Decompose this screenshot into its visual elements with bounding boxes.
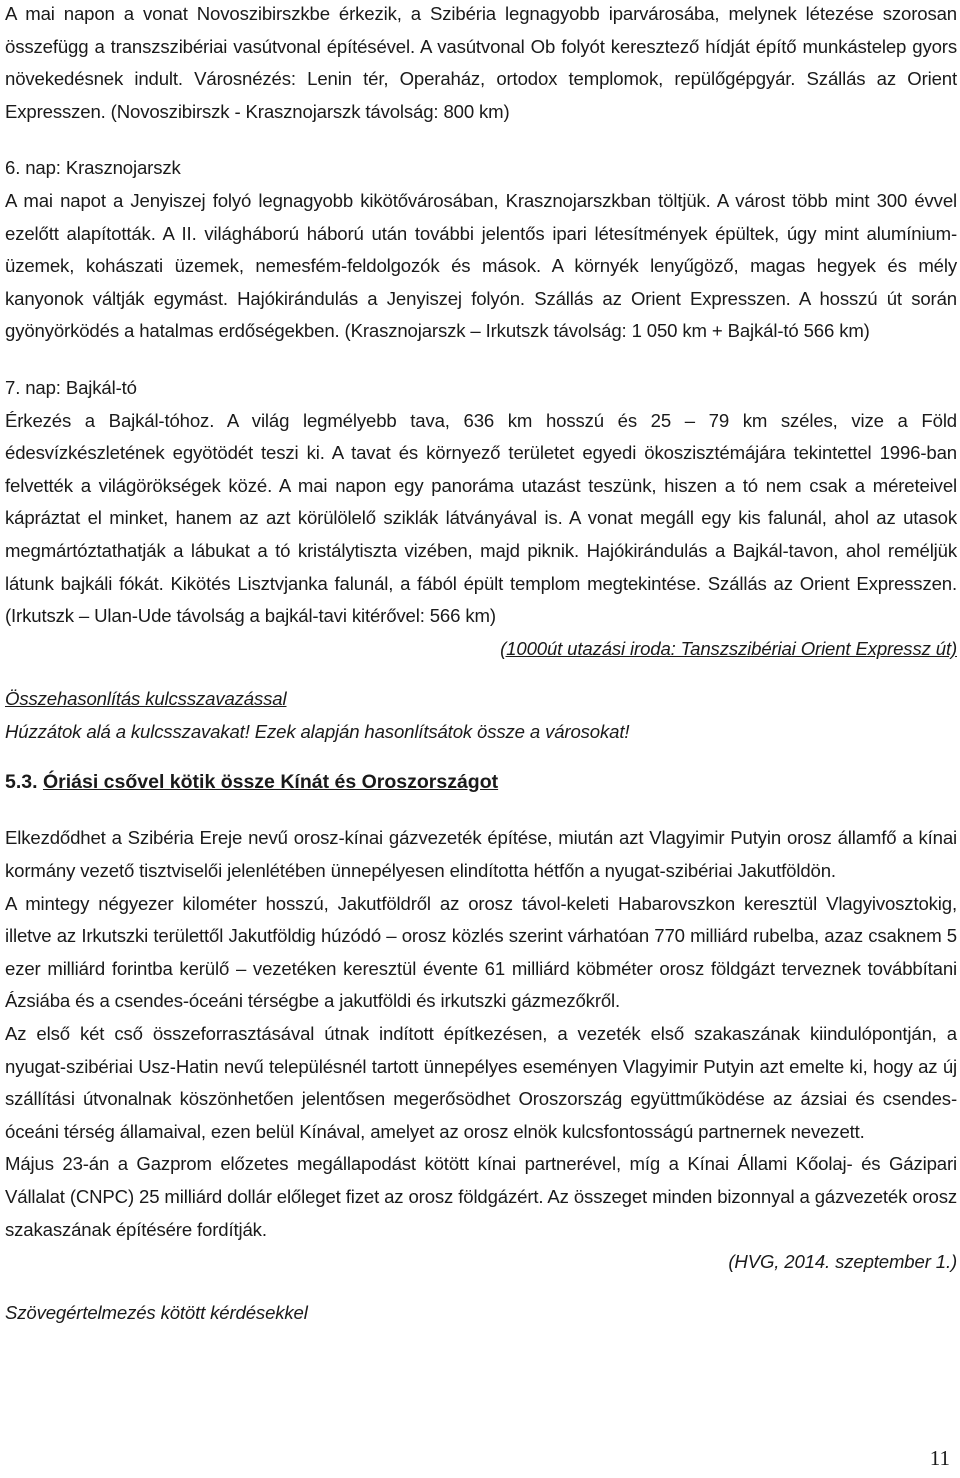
day7-body: Érkezés a Bajkál-tóhoz. A világ legmélyebb tava, 636 km hosszú és 25 – 79 km széles, vize a Föld édesvízkészletének egyötödét teszi ki. A tavat és környező területet egyedi ökoszisztémájára tekintettel 1996-ban felvették a világörökségek közé. A mai napon egy panoráma utazást teszünk, hiszen a tó nem csak a méreteivel kápráztat el minket, hanem az azt körülölelő sziklák látványával is. A vonat megáll egy kis falunál, ahol az utasok megmártóztathatják a lábukat a tó kristálytiszta vizében, majd piknik. Hajókirándulás a Bajkál-tavon, ahol reméljük látunk bajkáli fókát. Kikötés Lisztvjanka falunál, a fából épült templom megtekintése. Szállás az Orient Expresszen. (Irkutszk – Ulan-Ude távolság a bajkál-tavi kitérővel: 566 km) (5, 409, 957, 627)
section-heading (5, 766, 957, 798)
section-number: 5.3. (5, 771, 38, 794)
source-citation-travel: (1000út utazási iroda: Tanszszibériai Orient Expressz út) (500, 637, 957, 659)
article-paragraph: Az első két cső összeforrasztásával útnak indított építkezésen, a vezeték első szakaszának kiindulópontján, a nyugat-szibériai Usz-Hatin nevű településnél tartott ünnepélyes eseményen Vlagyimir Putyin azt emelte ki, hogy az új szállítási útvonalnak köszönhetően jelentősen megerősödhet Oroszország együttműködése az ázsiai és csendes-óceáni térség államaival, ezen belül Kínával, amelyet az orosz elnök kulcsfontosságú partnernek nevezett. (5, 1023, 957, 1142)
document-page (5, 0, 957, 1329)
article-paragraph: Május 23-án a Gazprom előzetes megállapodást kötött kínai partnerével, míg a Kínai Állami Kőolaj- és Gázipari Vállalat (CNPC) 25 milliárd dollár előleget fizet az orosz földgázért. Az összeget minden bizonnyal a gázvezeték orosz szakaszának építésére fordítják. (5, 1153, 957, 1240)
article-paragraph: A mintegy négyezer kilométer hosszú, Jakutföldről az orosz távol-keleti Habarovszkon keresztül Vlagyivosztokig, illetve az Irkutszki területtől Jakutföldig húzódó – orosz közlés szerint várhatóan 770 milliárd rubelba, azaz csaknem 5 ezer milliárd forintba kerülő – vezetéken keresztül évente 61 milliárd köbméter orosz földgázt terveznek továbbítani Ázsiába és a csendes-óceáni térségbe a jakutföldi és irkutszki gázmezőkről. (5, 892, 957, 1012)
intro-paragraph: A mai napon a vonat Novoszibirszkbe érkezik, a Szibéria legnagyobb iparvárosába, melynek létezése szorosan összefügg a transzszibériai vasútvonal építésével. A vasútvonal Ob folyót keresztező hídját építő munkástelep gyors növekedésnek indult. Városnézés: Lenin tér, Operaház, ortodox templomok, repülőgépgyár. Szállás az Orient Expresszen. (Novoszibirszk - Krasznojarszk távolság: 800 km) (5, 3, 957, 122)
task-instruction: Húzzátok alá a kulcsszavakat! Ezek alapján hasonlítsátok össze a városokat! (5, 720, 630, 742)
day6-title: 6. nap: Krasznojarszk (5, 157, 181, 179)
footer-heading: Szövegértelmezés kötött kérdésekkel (5, 1301, 308, 1323)
article-paragraph: Elkezdődhet a Szibéria Ereje nevű orosz-kínai gázvezeték építése, miután azt Vlagyimir Putyin orosz államfő a kínai kormány vezető tisztviselői jelenlétében ünnepélyesen elindította hétfőn a nyugat-szibériai Jakutföldön. (5, 827, 957, 882)
source-citation-hvg: (HVG, 2014. szeptember 1.) (728, 1251, 957, 1273)
page-number: 11 (929, 1446, 950, 1470)
day6-body: A mai napot a Jenyiszej folyó legnagyobb kikötővárosában, Krasznojarszkban töltjük. A várost több mint 300 évvel ezelőtt alapították. A II. világháború háború után további jelentős ipari létesítmények épültek, úgy mint alumínium-üzemek, kohászati üzemek, nemesfém-feldolgozók és mások. A környék lenyűgöző, magas hegyek és mély kanyonok váltják egymást. Hajókirándulás a Jenyiszej folyón. Szállás az Orient Expresszen. A hosszú út során gyönyörködés a hatalmas erdőségekben. (Krasznojarszk – Irkutszk távolság: 1 050 km + Bajkál-tó 566 km) (5, 189, 957, 342)
task-title: Összehasonlítás kulcsszavazással (5, 688, 287, 710)
day7-title: 7. nap: Bajkál-tó (5, 376, 137, 398)
section-title: Óriási csővel kötik össze Kínát és Oroszországot (42, 771, 499, 794)
